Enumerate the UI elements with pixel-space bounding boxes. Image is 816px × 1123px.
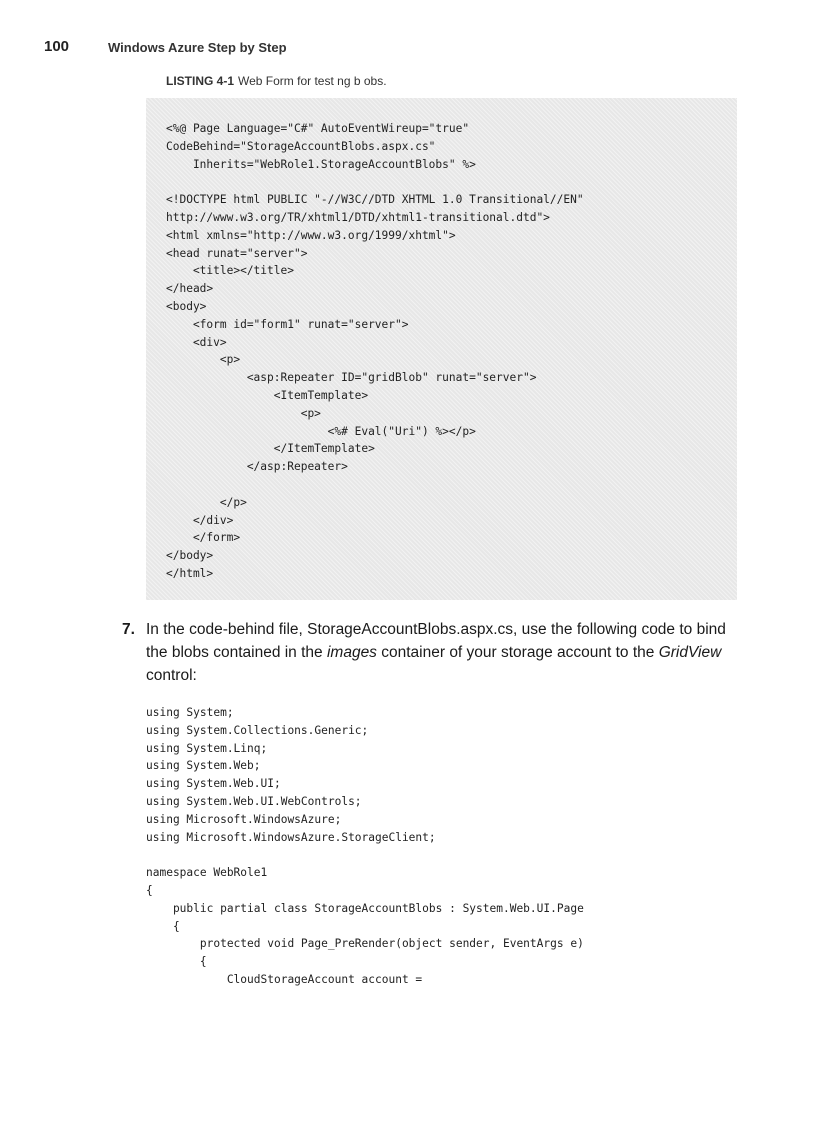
- code-line: <p>: [166, 406, 321, 420]
- step-text: [146, 618, 732, 687]
- code-line: </p>: [166, 495, 247, 509]
- step-7: [122, 618, 732, 687]
- code-line: <!DOCTYPE html PUBLIC "-//W3C//DTD XHTML 1.0 Transitional//EN": [166, 193, 584, 207]
- step-emphasis-gridview: GridView: [658, 644, 722, 661]
- step-text-part-1: In the code-behind file, StorageAccountBlobs.aspx.cs, use the following code to bind the blobs contained in the: [146, 621, 726, 661]
- code-line: public partial class StorageAccountBlobs : System.Web.UI.Page: [146, 901, 584, 915]
- code-line: using Microsoft.WindowsAzure;: [146, 812, 342, 826]
- step-text-part-3: control:: [146, 667, 197, 684]
- code-line: <body>: [166, 299, 207, 313]
- code-line: </div>: [166, 513, 234, 527]
- code-line: Inherits="WebRole1.StorageAccountBlobs" %>: [166, 157, 476, 171]
- listing-code: [166, 120, 737, 583]
- code-line: using Microsoft.WindowsAzure.StorageClient;: [146, 830, 436, 844]
- code-line: </html>: [166, 566, 214, 580]
- code-line: using System.Collections.Generic;: [146, 723, 369, 737]
- code-line: </form>: [166, 531, 241, 545]
- step-emphasis-images: images: [326, 644, 377, 661]
- listing-caption-text: Web Form for test ng b obs.: [238, 74, 387, 88]
- code-line: <%# Eval("Uri") %></p>: [166, 424, 476, 438]
- code-line: <div>: [166, 335, 227, 349]
- code-line: </asp:Repeater>: [166, 460, 348, 474]
- code-behind-block: [146, 704, 746, 989]
- running-head: Windows Azure Step by Step: [108, 40, 287, 55]
- code-line: using System;: [146, 706, 234, 719]
- code-behind-code: [146, 704, 746, 989]
- code-line: CloudStorageAccount account =: [146, 972, 423, 986]
- code-line: {: [146, 955, 207, 969]
- code-line: {: [146, 919, 180, 933]
- code-line: [146, 846, 746, 864]
- code-line: <title></title>: [166, 264, 294, 278]
- code-line: http://www.w3.org/TR/xhtml1/DTD/xhtml1-transitional.dtd">: [166, 210, 550, 224]
- code-line: using System.Web.UI.WebControls;: [146, 794, 362, 808]
- code-line: </ItemTemplate>: [166, 442, 375, 456]
- code-line: using System.Linq;: [146, 741, 268, 755]
- listing-code-box: [146, 98, 737, 600]
- code-line: <asp:Repeater ID="gridBlob" runat="server">: [166, 371, 537, 385]
- code-line: <ItemTemplate>: [166, 388, 369, 402]
- code-line: <head runat="server">: [166, 246, 308, 260]
- code-line: [166, 476, 737, 494]
- code-line: <p>: [166, 353, 241, 367]
- code-line: using System.Web.UI;: [146, 777, 281, 791]
- page-number: 100: [44, 38, 70, 55]
- code-line: protected void Page_PreRender(object sender, EventArgs e): [146, 937, 584, 951]
- code-line: using System.Web;: [146, 759, 261, 773]
- code-line: </head>: [166, 282, 214, 296]
- code-line: </body>: [166, 549, 214, 563]
- code-line: [166, 173, 737, 191]
- code-line: <%@ Page Language="C#" AutoEventWireup="true": [166, 122, 470, 135]
- code-line: CodeBehind="StorageAccountBlobs.aspx.cs": [166, 139, 436, 153]
- code-line: {: [146, 883, 153, 897]
- listing-caption: [166, 74, 387, 88]
- code-line: <form id="form1" runat="server">: [166, 317, 409, 331]
- code-line: <html xmlns="http://www.w3.org/1999/xhtml">: [166, 228, 456, 242]
- step-number: 7.: [122, 621, 135, 638]
- listing-label: LISTING 4-1: [166, 74, 235, 88]
- step-text-part-2: container of your storage account to the: [376, 644, 659, 661]
- code-line: namespace WebRole1: [146, 866, 268, 880]
